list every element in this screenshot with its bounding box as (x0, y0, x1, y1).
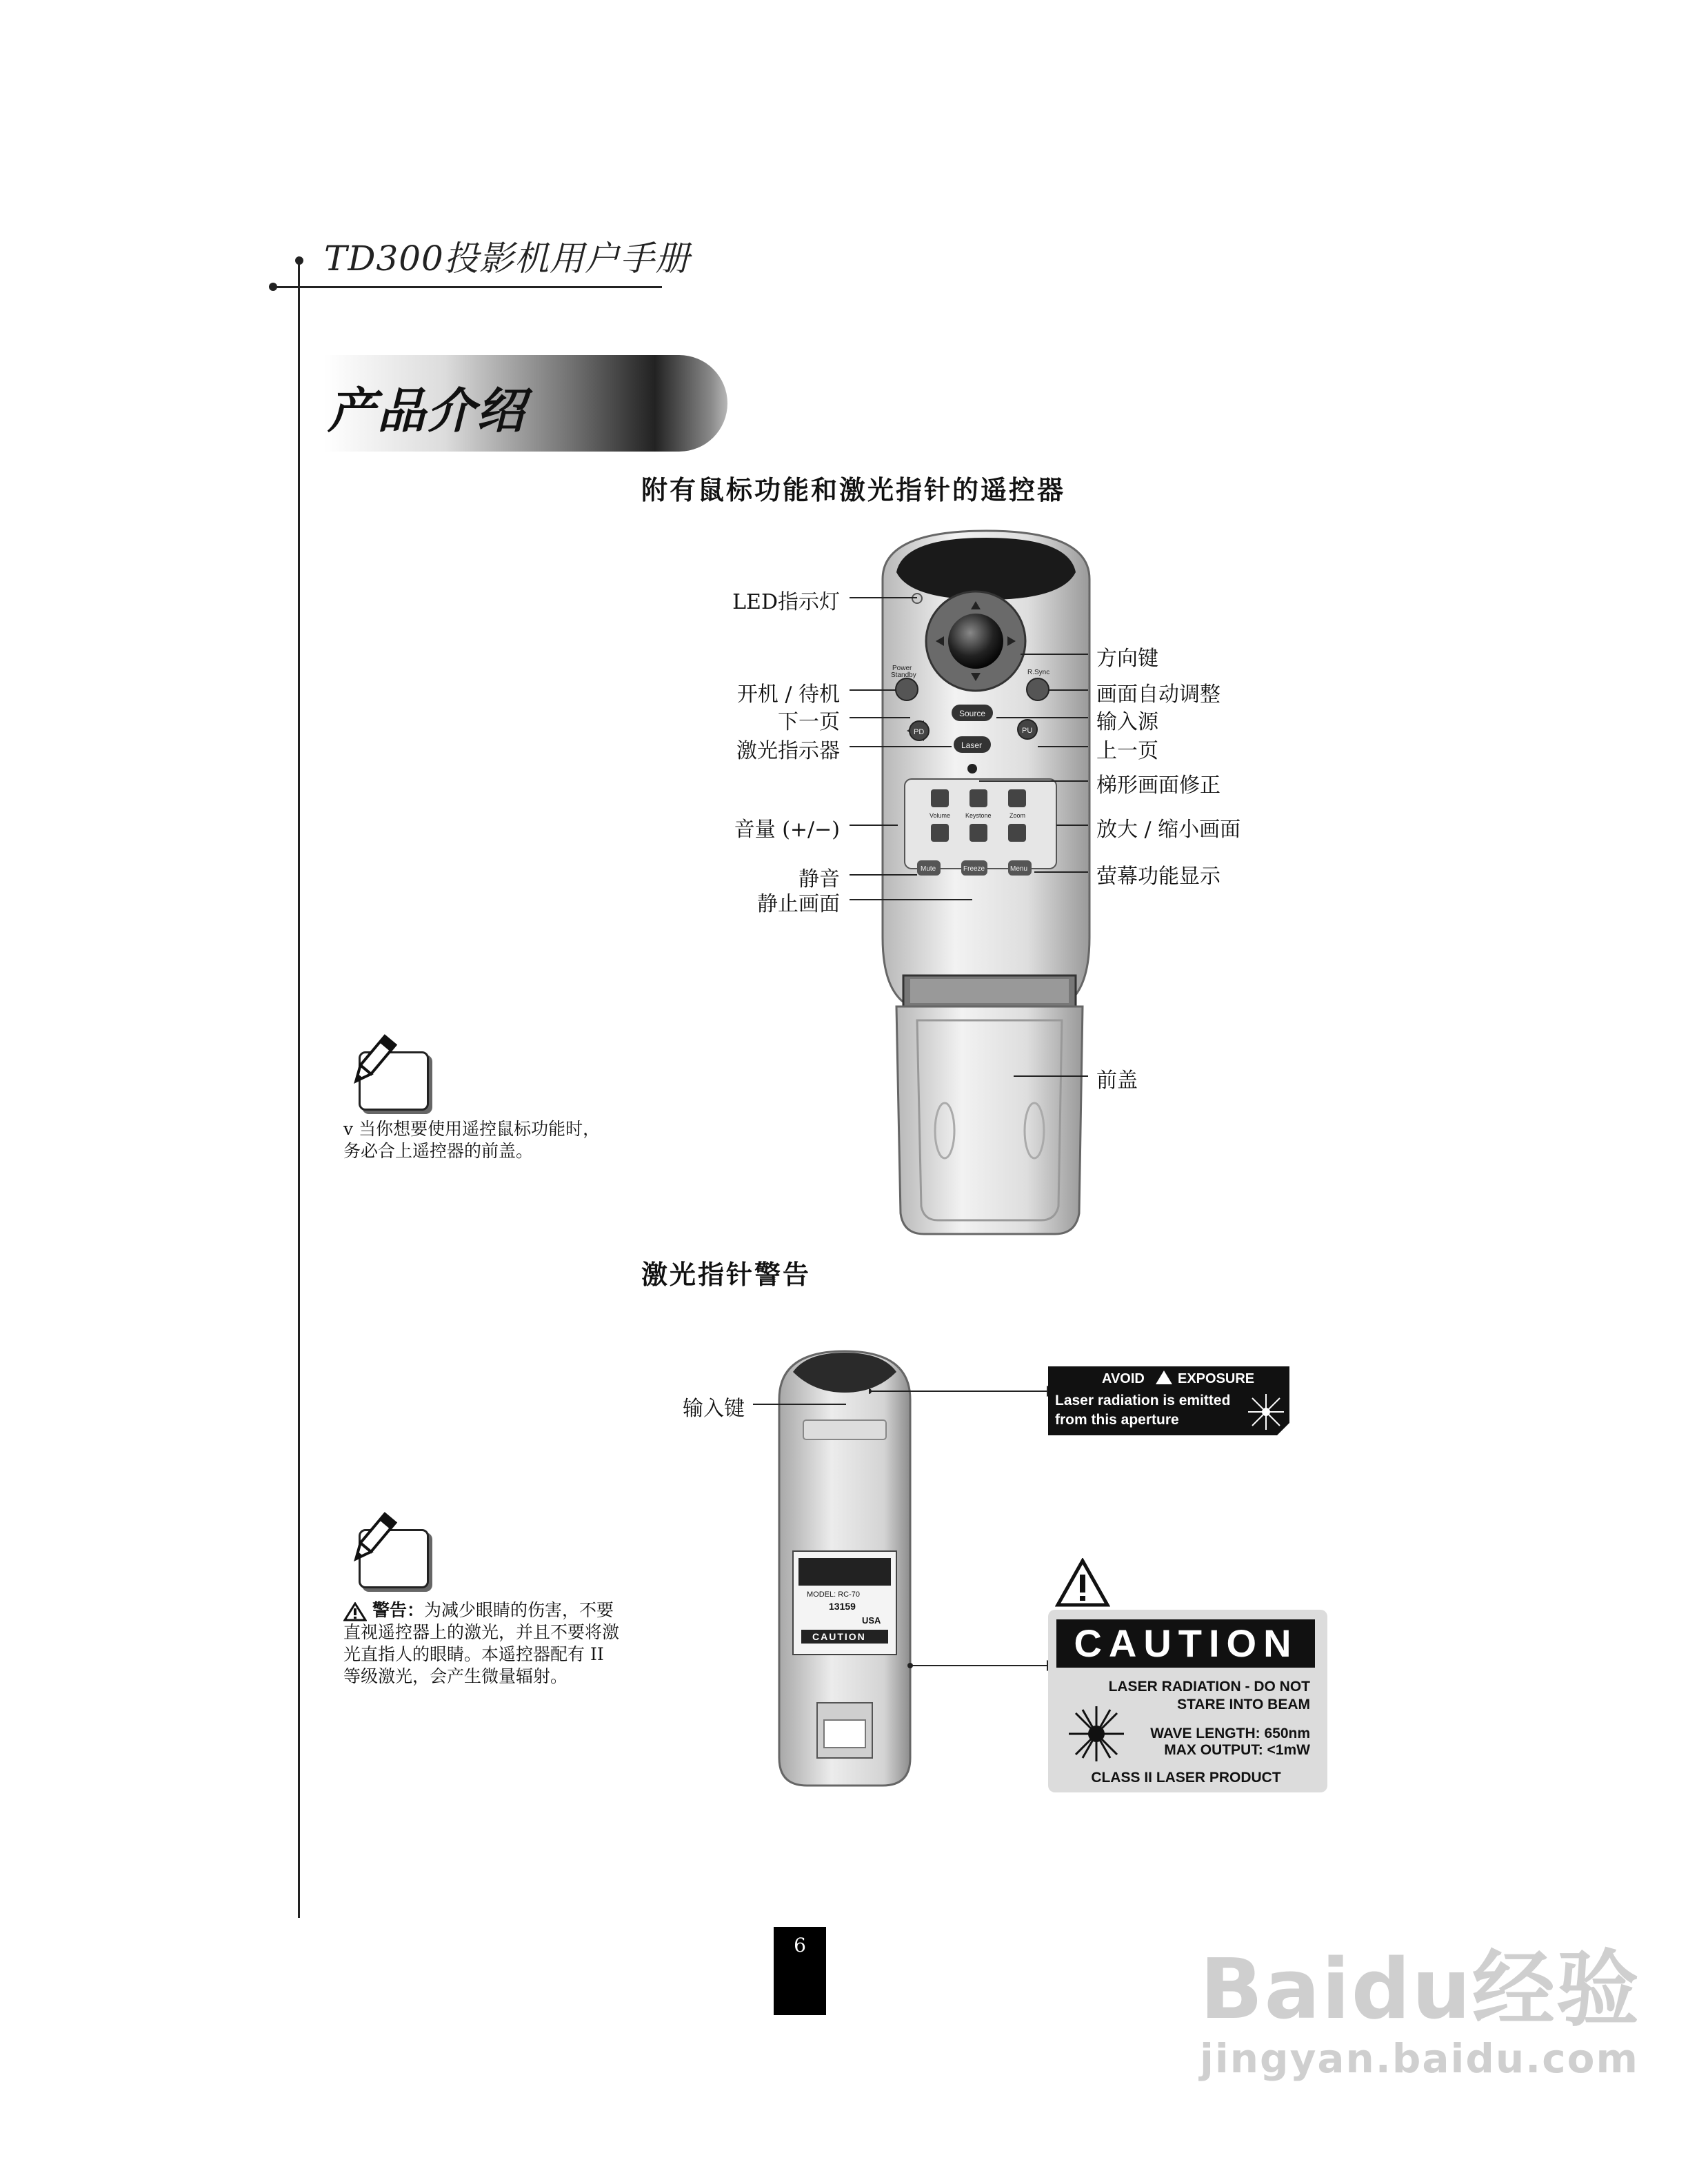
svg-text:Mute: Mute (921, 865, 936, 873)
leader-volume (850, 825, 898, 826)
svg-text:Standby: Standby (891, 671, 916, 679)
svg-text:PU: PU (1022, 727, 1033, 735)
label-direction: 方向键 (1096, 647, 1158, 671)
leader-power (850, 689, 896, 691)
leader-keystone (979, 780, 1088, 782)
leader-laser (850, 746, 952, 747)
remote-illustration (855, 524, 1117, 1241)
leader-input-key (753, 1404, 846, 1405)
warning-text: 为减少眼睛的伤害，不要直视遥控器上的激光，并且不要将激光直指人的眼睛。本遥控器配有 II 等级激光，会产生微量辐射。 (343, 1600, 620, 1686)
caution-label (1048, 1610, 1327, 1792)
leader-source (996, 717, 1088, 718)
label-mute: 静音 (798, 867, 840, 891)
callout-arrows (869, 1372, 1069, 1675)
leader-menu (1034, 871, 1088, 873)
label-auto-sync: 画面自动调整 (1096, 682, 1220, 707)
caution-title: CAUTION (1074, 1621, 1298, 1665)
watermark-brand: Baidu经验 (1200, 1942, 1640, 2038)
warning-word: 警告： (372, 1600, 424, 1620)
margin-rule (298, 256, 300, 1918)
pencil-icon (341, 1508, 403, 1570)
sticker-country: USA (862, 1615, 881, 1626)
label-led: LED指示灯 (732, 590, 840, 614)
leader-direction (1021, 654, 1088, 655)
svg-text:Keystone: Keystone (965, 812, 992, 819)
leader-freeze (850, 899, 972, 900)
avoid-text: AVOID (1102, 1371, 1145, 1386)
svg-text:PD: PD (914, 728, 925, 736)
sticker-model: MODEL: RC-70 (807, 1590, 861, 1599)
caution-line4: MAX OUTPUT: <1mW (1164, 1742, 1310, 1758)
svg-text:R.Sync: R.Sync (1027, 669, 1050, 676)
label-keystone: 梯形画面修正 (1096, 774, 1220, 798)
caution-line3: WAVE LENGTH: 650nm (1150, 1726, 1310, 1741)
leader-page-up (1038, 746, 1088, 747)
baidu-watermark (1200, 1923, 1640, 2082)
leader-auto-sync (1048, 689, 1088, 691)
note-text-2 (343, 1599, 619, 1688)
label-front-cover: 前盖 (1096, 1069, 1138, 1093)
label-power: 开机 / 待机 (736, 682, 840, 707)
manual-title: TD300投影机用户手册 (324, 239, 690, 279)
caution-line5: CLASS II LASER PRODUCT (1091, 1770, 1281, 1786)
svg-text:Volume: Volume (930, 812, 951, 819)
svg-text:Freeze: Freeze (963, 865, 985, 873)
warning-triangle-icon (1055, 1558, 1110, 1608)
caution-line1: LASER RADIATION - DO NOT (1108, 1679, 1310, 1695)
caution-line2: STARE INTO BEAM (1177, 1697, 1310, 1712)
svg-text:Menu: Menu (1010, 865, 1028, 873)
leader-mute (850, 874, 917, 876)
svg-text:Laser: Laser (961, 740, 983, 750)
leader-zoom (1056, 825, 1088, 826)
svg-text:Power: Power (892, 665, 912, 672)
remote-section-title: 附有鼠标功能和激光指针的遥控器 (641, 474, 1066, 505)
avoid-line2: Laser radiation is emitted (1055, 1393, 1231, 1408)
laser-warning-title: 激光指针警告 (641, 1259, 812, 1290)
label-page-down: 下一页 (778, 710, 840, 734)
header-rule (272, 286, 662, 288)
svg-text:Zoom: Zoom (1009, 812, 1026, 819)
banner-title: 产品介绍 (328, 382, 526, 439)
note-text-1: v 当你想要使用遥控鼠标功能时，务必合上遥控器的前盖。 (343, 1119, 601, 1161)
leader-front-cover (1014, 1075, 1088, 1077)
label-source: 输入源 (1096, 710, 1158, 734)
warning-triangle-icon (343, 1602, 367, 1621)
pencil-icon (341, 1031, 403, 1093)
leader-led (850, 597, 917, 598)
label-laser: 激光指示器 (736, 739, 840, 763)
label-menu: 萤幕功能显示 (1096, 865, 1220, 889)
exposure-text: EXPOSURE (1178, 1371, 1255, 1386)
svg-text:Source: Source (959, 709, 986, 718)
label-input-key: 输入键 (683, 1397, 745, 1421)
watermark-url: jingyan.baidu.com (1200, 2035, 1639, 2082)
label-freeze: 静止画面 (757, 892, 840, 916)
avoid-exposure-label (1048, 1366, 1289, 1435)
avoid-line3: from this aperture (1055, 1412, 1179, 1428)
label-page-up: 上一页 (1096, 739, 1158, 763)
label-zoom: 放大 / 缩小画面 (1096, 818, 1241, 842)
sticker-number: 13159 (829, 1601, 856, 1612)
page-number: 6 (774, 1927, 826, 2015)
label-volume: 音量 (+/−) (734, 818, 840, 842)
sticker-caution: CAUTION (812, 1631, 866, 1642)
leader-page-down (850, 717, 910, 718)
